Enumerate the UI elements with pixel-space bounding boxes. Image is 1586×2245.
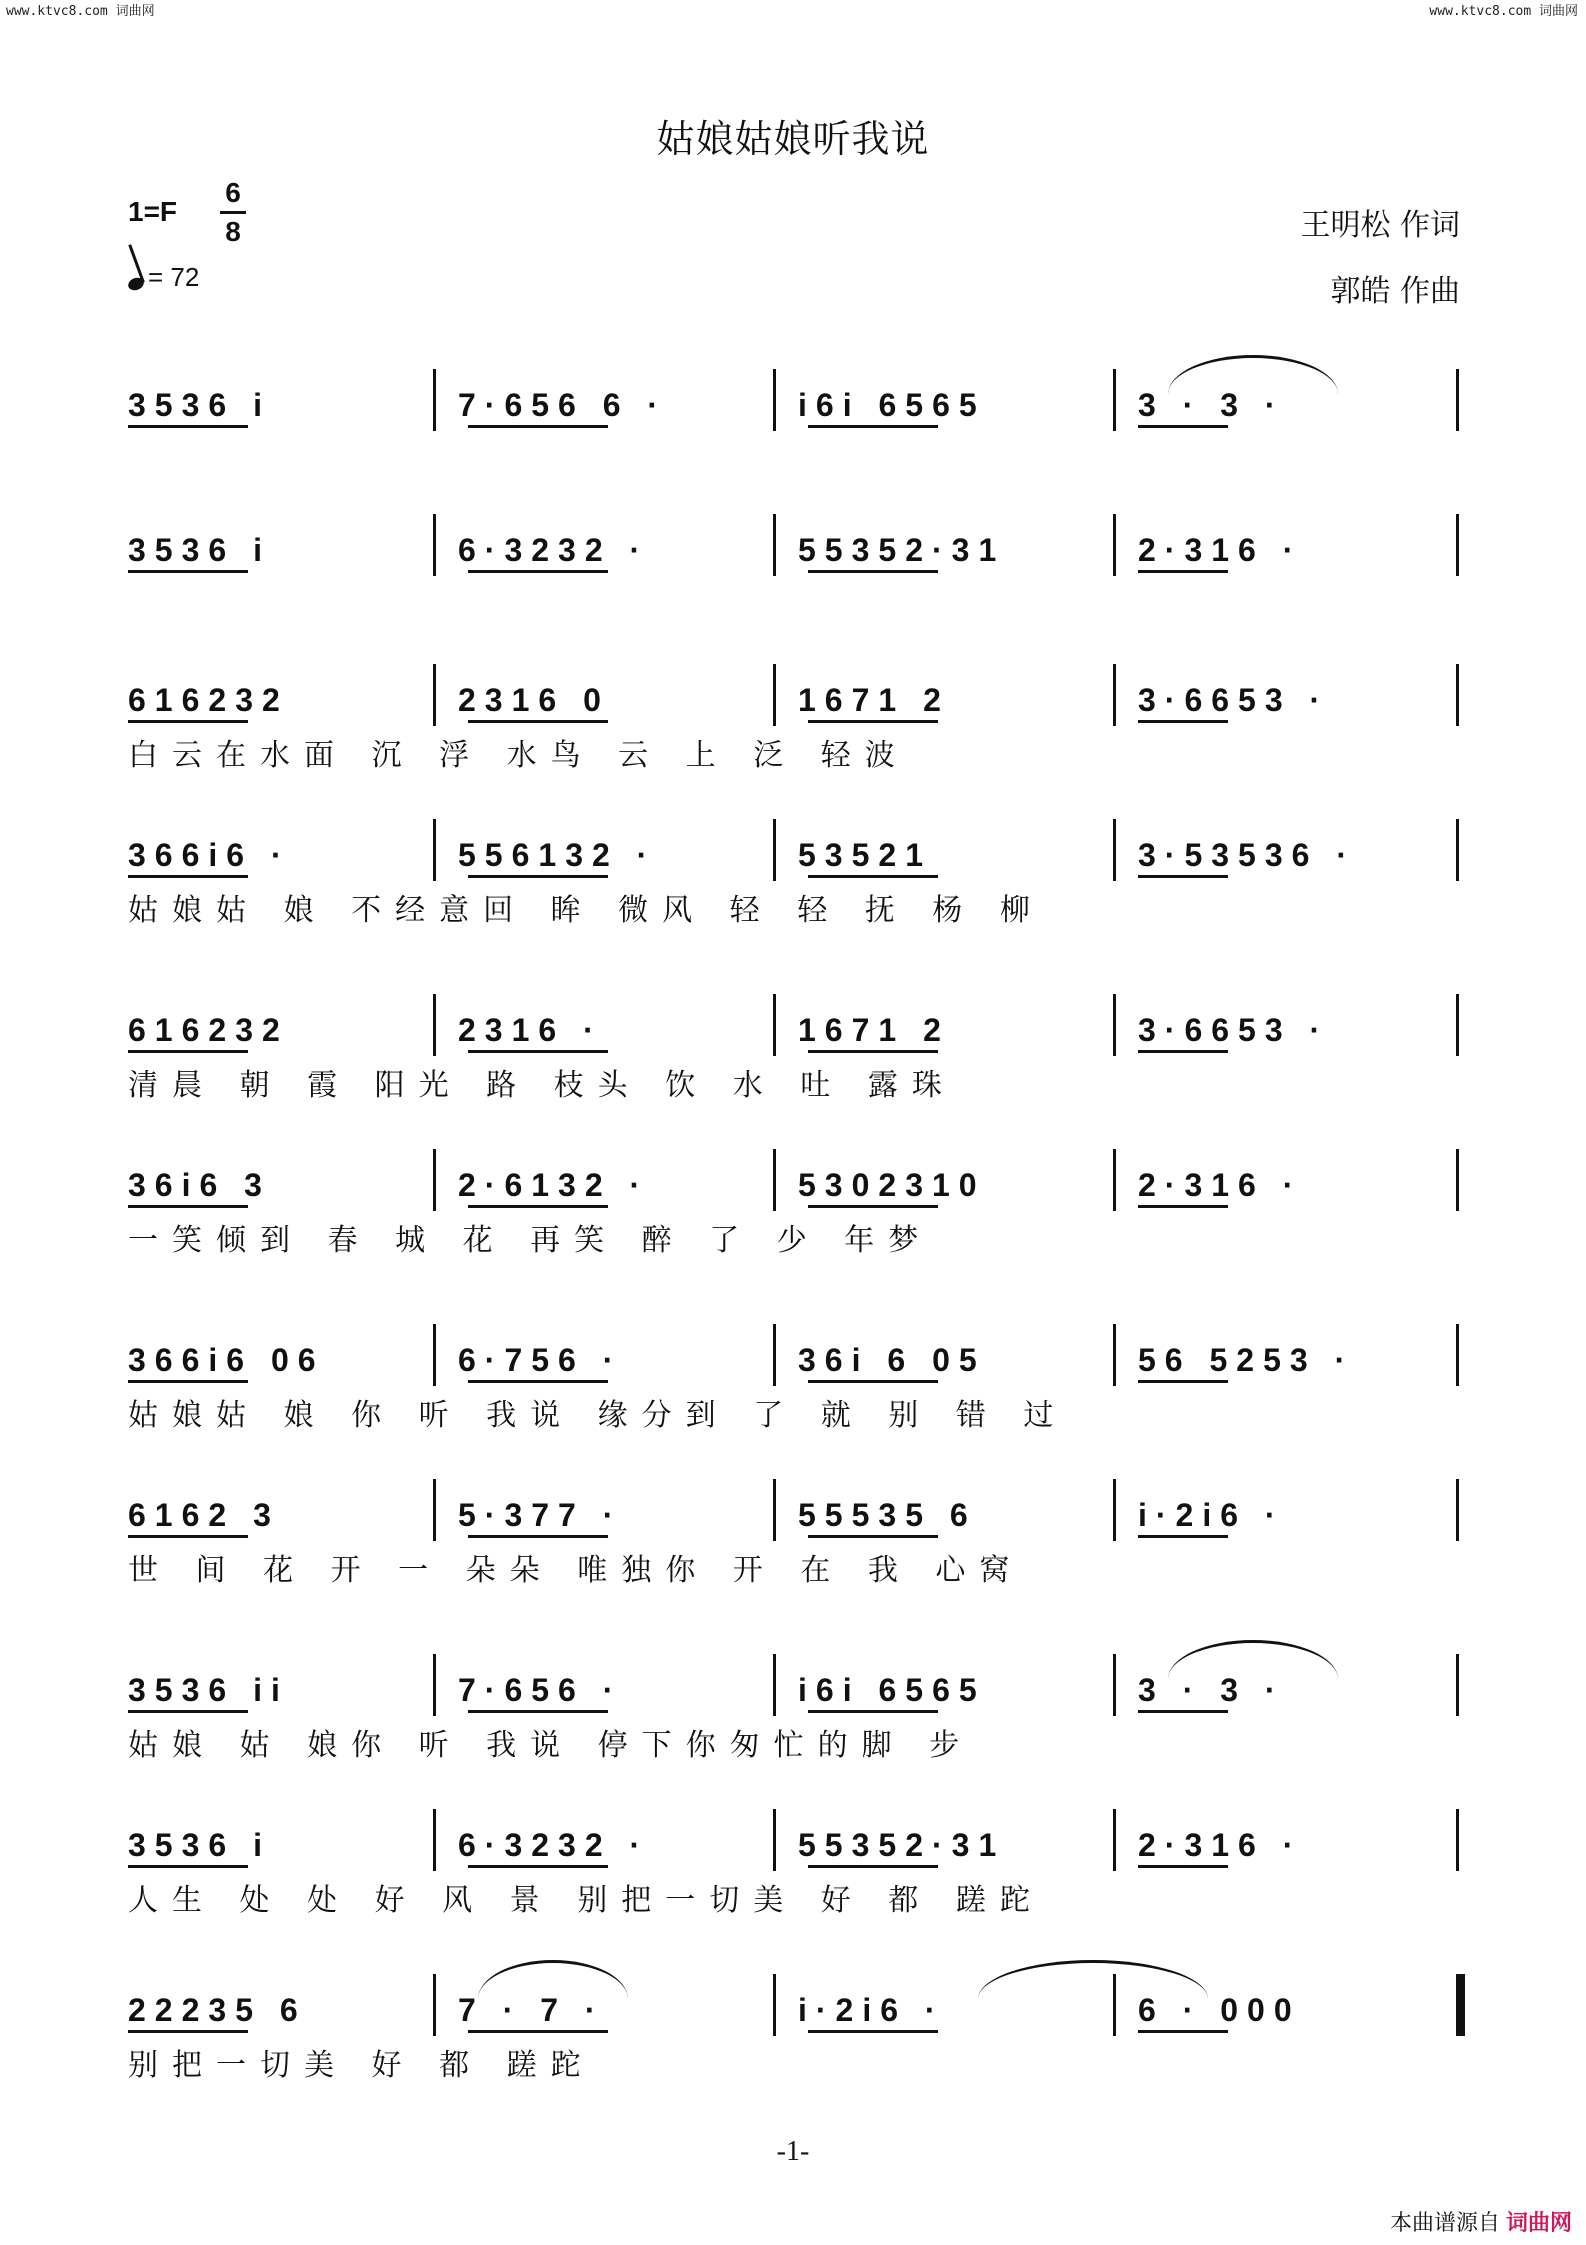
measure: i6i 6565 bbox=[798, 1672, 986, 1708]
page-number: -1- bbox=[776, 2136, 810, 2167]
barline bbox=[1456, 1149, 1459, 1211]
beam-underline bbox=[808, 2030, 938, 2033]
notation-line bbox=[128, 1990, 1458, 2030]
beam-underline bbox=[468, 2030, 608, 2033]
beam-underline bbox=[468, 875, 608, 878]
barline bbox=[773, 1809, 776, 1871]
barline bbox=[433, 1149, 436, 1211]
lyricist-credit: 王明松 作词 bbox=[1300, 208, 1460, 243]
measure: 36i 6 05 bbox=[798, 1342, 986, 1378]
barline bbox=[433, 369, 436, 431]
barline bbox=[433, 1324, 436, 1386]
beam-underline bbox=[1138, 875, 1228, 878]
beam-underline bbox=[808, 1050, 938, 1053]
lyrics-line: 清晨 朝 霞 阳光 路 枝头 饮 水 吐 露珠 bbox=[128, 1068, 956, 1103]
notation-line bbox=[128, 1165, 1458, 1205]
final-barline bbox=[1456, 1974, 1465, 2036]
measure: 3·53536 · bbox=[1138, 837, 1356, 873]
measure: 2316 · bbox=[458, 1012, 603, 1048]
barline bbox=[433, 664, 436, 726]
measure: 55352·31 bbox=[798, 532, 1006, 568]
notation-line bbox=[128, 1825, 1458, 1865]
beam-underline bbox=[128, 1535, 248, 1538]
beam-underline bbox=[128, 2030, 248, 2033]
beam-underline bbox=[128, 1050, 248, 1053]
beam-underline bbox=[128, 425, 248, 428]
measure: 2·6132 · bbox=[458, 1167, 650, 1203]
measure: 3536 ii bbox=[128, 1672, 289, 1708]
barline bbox=[433, 819, 436, 881]
barline bbox=[1113, 994, 1116, 1056]
beam-underline bbox=[128, 1865, 248, 1868]
measure: 2·316 · bbox=[1138, 1827, 1303, 1863]
notation-line bbox=[128, 835, 1458, 875]
site-logo-text: 词曲网 bbox=[1505, 2211, 1572, 2236]
tie-arc bbox=[978, 1960, 1208, 1999]
measure: 6·3232 · bbox=[458, 532, 650, 568]
barline bbox=[1456, 819, 1459, 881]
lyrics-line: 一笑倾到 春 城 花 再笑 醉 了 少 年梦 bbox=[128, 1223, 933, 1258]
beam-underline bbox=[1138, 1205, 1228, 1208]
barline bbox=[1113, 1324, 1116, 1386]
composer-credit: 郭皓 作曲 bbox=[1330, 274, 1460, 309]
beam-underline bbox=[808, 1205, 938, 1208]
measure: 3536 i bbox=[128, 387, 271, 423]
measure: 616232 bbox=[128, 1012, 289, 1048]
barline bbox=[773, 1479, 776, 1541]
barline bbox=[773, 1974, 776, 2036]
beam-underline bbox=[1138, 1050, 1228, 1053]
barline bbox=[1456, 1324, 1459, 1386]
beam-underline bbox=[808, 720, 938, 723]
measure: i6i 6565 bbox=[798, 387, 986, 423]
time-signature-top: 6 bbox=[225, 177, 241, 208]
measure: 3 · 3 · bbox=[1138, 1672, 1285, 1708]
measure: 7 · 7 · bbox=[458, 1992, 605, 2028]
barline bbox=[1456, 1654, 1459, 1716]
barline bbox=[433, 514, 436, 576]
beam-underline bbox=[128, 1205, 248, 1208]
beam-underline bbox=[128, 570, 248, 573]
measure: 56 5253 · bbox=[1138, 1342, 1355, 1378]
barline bbox=[773, 994, 776, 1056]
notation-line bbox=[128, 1340, 1458, 1380]
beam-underline bbox=[468, 425, 608, 428]
tempo-marking bbox=[128, 262, 199, 293]
barline bbox=[1113, 1149, 1116, 1211]
beam-underline bbox=[808, 1710, 938, 1713]
lyrics-line: 世 间 花 开 一 朵朵 唯独你 开 在 我 心窝 bbox=[128, 1553, 1024, 1588]
barline bbox=[773, 819, 776, 881]
beam-underline bbox=[808, 1380, 938, 1383]
tie-arc bbox=[1168, 1640, 1338, 1679]
beam-underline bbox=[808, 1535, 938, 1538]
measure: 3536 i bbox=[128, 1827, 271, 1863]
quarter-note-icon bbox=[126, 276, 145, 293]
time-signature bbox=[220, 176, 246, 249]
barline bbox=[773, 1149, 776, 1211]
beam-underline bbox=[468, 1865, 608, 1868]
beam-underline bbox=[1138, 720, 1228, 723]
notation-line bbox=[128, 1495, 1458, 1535]
barline bbox=[1456, 514, 1459, 576]
beam-underline bbox=[808, 425, 938, 428]
beam-underline bbox=[1138, 1380, 1228, 1383]
barline bbox=[773, 1324, 776, 1386]
lyrics-line: 白云在水面 沉 浮 水鸟 云 上 泛 轻波 bbox=[128, 738, 909, 773]
measure: 3·6653 · bbox=[1138, 682, 1330, 718]
tie-arc bbox=[478, 1960, 628, 1999]
barline bbox=[433, 1974, 436, 2036]
beam-underline bbox=[468, 720, 608, 723]
beam-underline bbox=[128, 720, 248, 723]
measure: 1671 2 bbox=[798, 1012, 950, 1048]
beam-underline bbox=[1138, 425, 1228, 428]
barline bbox=[1456, 369, 1459, 431]
measure: 2316 0 bbox=[458, 682, 610, 718]
measure: 53521 bbox=[798, 837, 932, 873]
beam-underline bbox=[468, 1710, 608, 1713]
time-signature-bottom: 8 bbox=[225, 216, 241, 247]
barline bbox=[1113, 664, 1116, 726]
barline bbox=[1456, 664, 1459, 726]
measure: 6 · 000 bbox=[1138, 1992, 1301, 2028]
measure: 3 · 3 · bbox=[1138, 387, 1285, 423]
barline bbox=[773, 1654, 776, 1716]
time-signature-divider bbox=[220, 211, 246, 214]
notation-line bbox=[128, 530, 1458, 570]
measure: 7·656 6 · bbox=[458, 387, 668, 423]
measure: 7·656 · bbox=[458, 1672, 623, 1708]
barline bbox=[1113, 1654, 1116, 1716]
source-text: 本曲谱源自 bbox=[1389, 2211, 1500, 2236]
lyrics-line: 姑娘姑 娘 你 听 我说 缘分到 了 就 别 错 过 bbox=[128, 1398, 1068, 1433]
measure: 1671 2 bbox=[798, 682, 950, 718]
barline bbox=[433, 1479, 436, 1541]
barline bbox=[1456, 994, 1459, 1056]
beam-underline bbox=[808, 570, 938, 573]
source-brand bbox=[1390, 2206, 1572, 2237]
song-title: 姑娘姑娘听我说 bbox=[656, 117, 930, 161]
beam-underline bbox=[1138, 570, 1228, 573]
beam-underline bbox=[128, 875, 248, 878]
barline bbox=[773, 664, 776, 726]
beam-underline bbox=[468, 1535, 608, 1538]
beam-underline bbox=[468, 570, 608, 573]
tempo-value: = 72 bbox=[148, 262, 200, 292]
header-left-url: www.ktvc8.com 词曲网 bbox=[6, 4, 155, 19]
key-signature: 1=F bbox=[128, 196, 178, 227]
notation-line bbox=[128, 1010, 1458, 1050]
measure: 55352·31 bbox=[798, 1827, 1006, 1863]
beam-underline bbox=[468, 1050, 608, 1053]
barline bbox=[1113, 819, 1116, 881]
header-right-url: www.ktvc8.com 词曲网 bbox=[1429, 4, 1578, 19]
barline bbox=[773, 369, 776, 431]
lyrics-line: 姑娘 姑 娘你 听 我说 停下你匆忙的脚 步 bbox=[128, 1728, 974, 1763]
lyrics-line: 姑娘姑 娘 不经意回 眸 微风 轻 轻 抚 杨 柳 bbox=[128, 893, 1044, 928]
barline bbox=[433, 1809, 436, 1871]
beam-underline bbox=[1138, 1535, 1228, 1538]
beam-underline bbox=[808, 1865, 938, 1868]
barline bbox=[1113, 1479, 1116, 1541]
barline bbox=[1113, 1809, 1116, 1871]
barline bbox=[1113, 514, 1116, 576]
measure: i·2i6 · bbox=[798, 1992, 945, 2028]
measure: 556132 · bbox=[458, 837, 657, 873]
barline bbox=[1456, 1809, 1459, 1871]
beam-underline bbox=[1138, 1710, 1228, 1713]
measure: 366i6 06 bbox=[128, 1342, 325, 1378]
lyrics-line: 别把一切美 好 都 蹉跎 bbox=[128, 2048, 595, 2083]
notation-line bbox=[128, 680, 1458, 720]
beam-underline bbox=[808, 875, 938, 878]
measure: 2·316 · bbox=[1138, 532, 1303, 568]
measure: 3·6653 · bbox=[1138, 1012, 1330, 1048]
measure: 6162 3 bbox=[128, 1497, 280, 1533]
measure: 6·756 · bbox=[458, 1342, 623, 1378]
measure: 6·3232 · bbox=[458, 1827, 650, 1863]
measure: i·2i6 · bbox=[1138, 1497, 1285, 1533]
measure: 366i6 · bbox=[128, 837, 291, 873]
measure: 616232 bbox=[128, 682, 289, 718]
measure: 5302310 bbox=[798, 1167, 986, 1203]
measure: 3536 i bbox=[128, 532, 271, 568]
barline bbox=[433, 1654, 436, 1716]
beam-underline bbox=[1138, 2030, 1228, 2033]
measure: 22235 6 bbox=[128, 1992, 307, 2028]
measure: 2·316 · bbox=[1138, 1167, 1303, 1203]
beam-underline bbox=[468, 1205, 608, 1208]
beam-underline bbox=[468, 1380, 608, 1383]
beam-underline bbox=[128, 1380, 248, 1383]
barline bbox=[433, 994, 436, 1056]
barline bbox=[1456, 1479, 1459, 1541]
beam-underline bbox=[128, 1710, 248, 1713]
measure: 36i6 3 bbox=[128, 1167, 271, 1203]
measure: 5·377 · bbox=[458, 1497, 623, 1533]
tie-arc bbox=[1168, 355, 1338, 394]
measure: 55535 6 bbox=[798, 1497, 977, 1533]
beam-underline bbox=[1138, 1865, 1228, 1868]
barline bbox=[1113, 369, 1116, 431]
lyrics-line: 人生 处 处 好 风 景 别把一切美 好 都 蹉跎 bbox=[128, 1883, 1044, 1918]
barline bbox=[773, 514, 776, 576]
